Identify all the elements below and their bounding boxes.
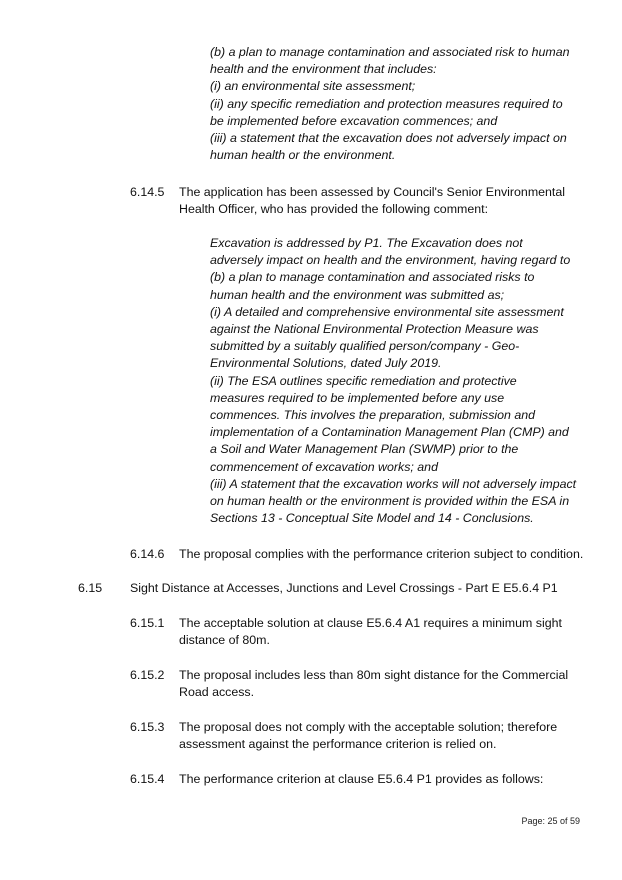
quote-line: submitted by a suitably qualified person/company - Geo-: [210, 339, 520, 354]
officer-comment-quote: [210, 235, 576, 527]
quote-line: Excavation is addressed by P1. The Excavation does not: [210, 236, 523, 250]
quote-line: be implemented before excavation commences; and: [210, 113, 498, 128]
paragraph-line: assessment against the performance criterion is relied on.: [179, 737, 497, 752]
top-quote: [210, 44, 570, 164]
quote-line: Sections 13 - Conceptual Site Model and 14 - Conclusions.: [210, 511, 534, 526]
paragraph-line: The application has been assessed by Council's Senior Environmental: [179, 185, 566, 199]
paragraph-number-6-14-5: 6.14.5: [130, 185, 165, 199]
quote-line: on human health or the environment is provided within the ESA in: [210, 494, 570, 509]
paragraph-6-14-6: [179, 546, 583, 563]
paragraph-6-15-3: [179, 719, 557, 753]
paragraph-line: The performance criterion at clause E5.6.4 P1 provides as follows:: [179, 772, 544, 786]
quote-line: health and the environment that includes:: [210, 62, 437, 77]
paragraph-line: distance of 80m.: [179, 633, 270, 648]
paragraph-number-6-15-3: 6.15.3: [130, 720, 165, 734]
paragraph-number-6-15-4: 6.15.4: [130, 772, 165, 786]
quote-line: commences. This involves the preparation, submission and: [210, 408, 536, 423]
quote-line: (i) A detailed and comprehensive environmental site assessment: [210, 304, 564, 319]
paragraph-6-15-4: [179, 771, 543, 788]
paragraph-line: Health Officer, who has provided the following comment:: [179, 202, 489, 217]
quote-line: implementation of a Contamination Management Plan (CMP) and: [210, 425, 569, 440]
quote-line: adversely impact on health and the environment, having regard to: [210, 253, 571, 268]
quote-line: human health or the environment.: [210, 148, 396, 163]
section-heading-6-15: [130, 580, 558, 597]
quote-line: measures required to be implemented before any use: [210, 390, 505, 405]
quote-line: (iii) a statement that the excavation does not adversely impact on: [210, 131, 567, 146]
quote-line: human health and the environment was submitted as;: [210, 287, 505, 302]
quote-line: Environmental Solutions, dated July 2019.: [210, 356, 442, 371]
quote-line: against the National Environmental Protection Measure was: [210, 322, 539, 337]
paragraph-line: The proposal does not comply with the acceptable solution; therefore: [179, 720, 558, 734]
quote-line: commencement of excavation works; and: [210, 459, 438, 474]
quote-line: (ii) The ESA outlines specific remediation and protective: [210, 373, 517, 388]
quote-line: (b) a plan to manage contamination and associated risk to human: [210, 45, 570, 59]
quote-line: a Soil and Water Management Plan (SWMP) prior to the: [210, 442, 519, 457]
section-heading-text: Sight Distance at Accesses, Junctions and Level Crossings - Part E E5.6.4 P1: [130, 581, 558, 595]
page-number: Page: 25 of 59: [521, 816, 580, 826]
paragraph-6-14-5: [179, 184, 565, 218]
paragraph-line: Road access.: [179, 685, 255, 700]
paragraph-line: The acceptable solution at clause E5.6.4 A1 requires a minimum sight: [179, 616, 562, 630]
quote-line: (ii) any specific remediation and protection measures required to: [210, 96, 563, 111]
quote-line: (i) an environmental site assessment;: [210, 79, 416, 94]
paragraph-line: The proposal includes less than 80m sight distance for the Commercial: [179, 668, 569, 682]
paragraph-line: The proposal complies with the performance criterion subject to condition.: [179, 547, 584, 561]
section-number-6-15: 6.15: [78, 581, 103, 595]
paragraph-number-6-14-6: 6.14.6: [130, 547, 165, 561]
quote-line: (b) a plan to manage contamination and associated risks to: [210, 270, 535, 285]
paragraph-number-6-15-1: 6.15.1: [130, 616, 165, 630]
paragraph-6-15-2: [179, 667, 568, 701]
quote-line: (iii) A statement that the excavation works will not adversely impact: [210, 476, 577, 491]
paragraph-6-15-1: [179, 615, 562, 649]
paragraph-number-6-15-2: 6.15.2: [130, 668, 165, 682]
